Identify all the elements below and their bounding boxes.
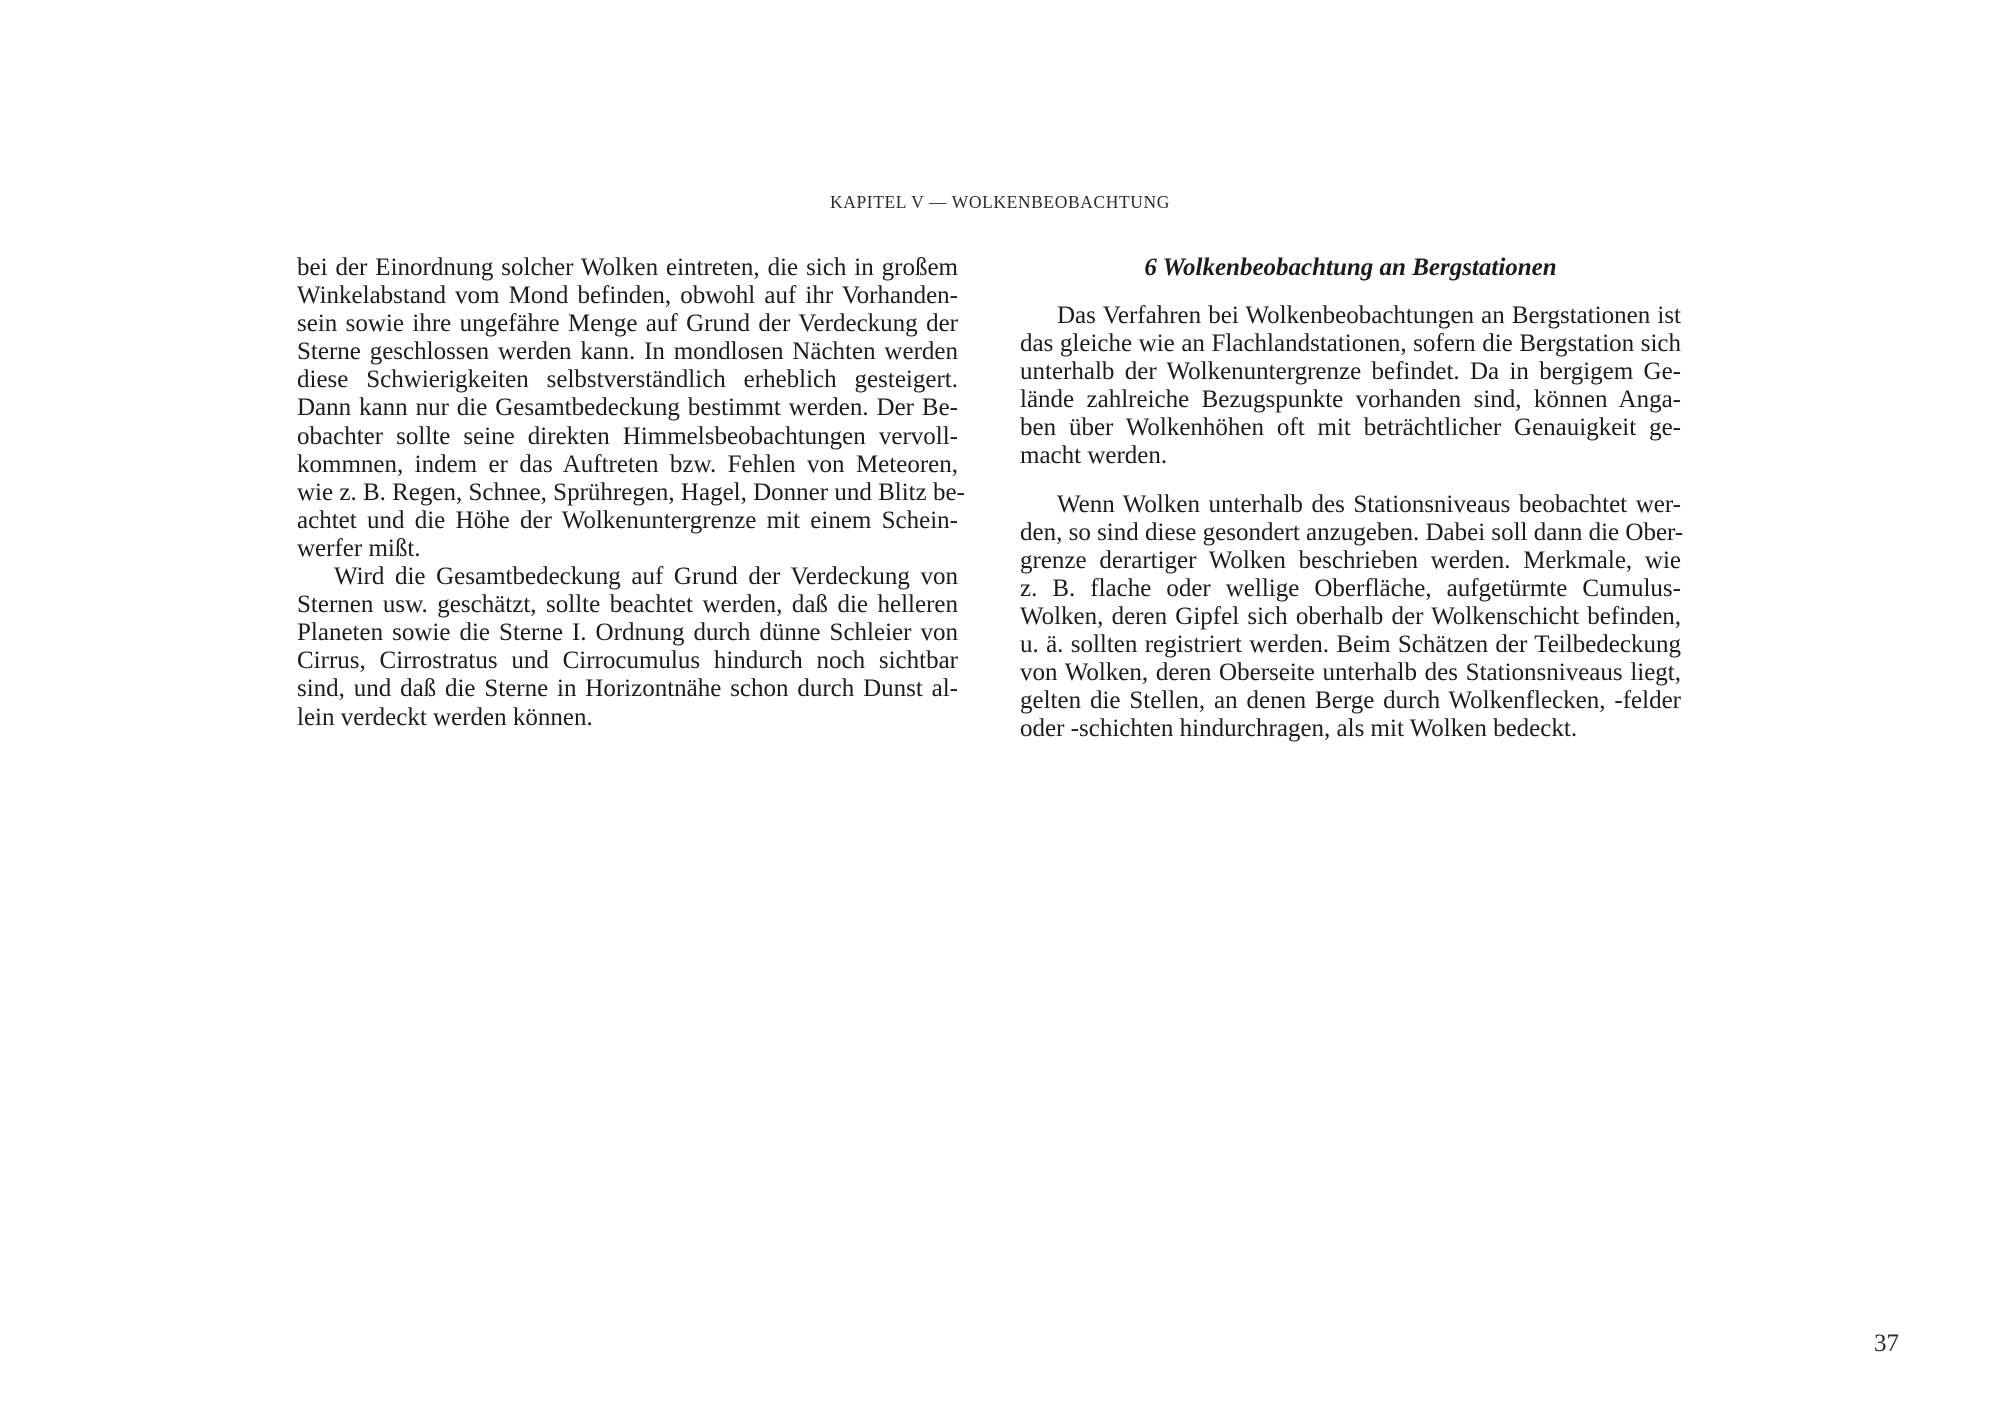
text-line: u. ä. sollten registriert werden. Beim Schätzen der Teilbedeckung bbox=[1020, 631, 1681, 659]
text-line: diese Schwierigkeiten selbstverständlich erheblich gesteigert. bbox=[297, 366, 958, 394]
text-line: obachter sollte seine direkten Himmelsbeobachtungen vervoll- bbox=[297, 422, 958, 450]
text-line: gelten die Stellen, an denen Berge durch Wolkenflecken, -felder bbox=[1020, 687, 1681, 715]
text-line: Dann kann nur die Gesamtbedeckung bestimmt werden. Der Be- bbox=[297, 394, 958, 422]
left-paragraph-2 bbox=[297, 563, 958, 732]
text-line: wie z. B. Regen, Schnee, Sprühregen, Hagel, Donner und Blitz be- bbox=[297, 478, 965, 506]
text-line: Planeten sowie die Sterne I. Ordnung durch dünne Schleier von bbox=[297, 619, 958, 647]
text-line: macht werden. bbox=[1020, 442, 1168, 470]
text-line: den, so sind diese gesondert anzugeben. Dabei soll dann die Ober- bbox=[1020, 518, 1684, 546]
text-line: Das Verfahren bei Wolkenbeobachtungen an Bergstationen ist bbox=[1057, 302, 1681, 329]
text-line: Cirrus, Cirrostratus und Cirrocumulus hindurch noch sichtbar bbox=[297, 647, 958, 675]
right-paragraph-1 bbox=[1020, 302, 1681, 471]
text-line: lände zahlreiche Bezugspunkte vorhanden sind, können Anga- bbox=[1020, 386, 1681, 414]
text-line: Wolken, deren Gipfel sich oberhalb der Wolkenschicht befinden, bbox=[1020, 602, 1681, 630]
text-line: von Wolken, deren Oberseite unterhalb des Stationsniveaus liegt, bbox=[1020, 659, 1681, 687]
text-line: z. B. flache oder wellige Oberfläche, aufgetürmte Cumulus- bbox=[1020, 574, 1681, 602]
text-line: Sterne geschlossen werden kann. In mondlosen Nächten werden bbox=[297, 338, 958, 366]
paragraph-gap bbox=[1020, 471, 1681, 491]
text-line: sind, und daß die Sterne in Horizontnähe schon durch Dunst al- bbox=[297, 675, 958, 703]
text-line: unterhalb der Wolkenuntergrenze befindet. Da in bergigem Ge- bbox=[1020, 358, 1681, 386]
text-line: werfer mißt. bbox=[297, 534, 421, 562]
text-line: Wird die Gesamtbedeckung auf Grund der Verdeckung von bbox=[334, 563, 958, 591]
right-paragraph-2 bbox=[1020, 490, 1684, 744]
left-paragraph-1 bbox=[297, 254, 965, 563]
text-line: bei der Einordnung solcher Wolken eintreten, die sich in großem bbox=[297, 254, 958, 281]
right-column bbox=[1020, 254, 1684, 743]
text-line: achtet und die Höhe der Wolkenuntergrenze mit einem Schein- bbox=[297, 506, 958, 534]
text-line: grenze derartiger Wolken beschrieben werden. Merkmale, wie bbox=[1020, 546, 1681, 574]
running-header: KAPITEL V — WOLKENBEOBACHTUNG bbox=[829, 192, 1170, 212]
text-line: sein sowie ihre ungefähre Menge auf Grund der Verdeckung der bbox=[297, 310, 958, 338]
text-line: lein verdeckt werden können. bbox=[297, 703, 593, 731]
section-heading: 6 Wolkenbeobachtung an Bergstationen bbox=[1144, 254, 1557, 281]
text-line: oder -schichten hindurchragen, als mit Wolken bedeckt. bbox=[1020, 715, 1578, 743]
text-line: Wenn Wolken unterhalb des Stationsniveaus beobachtet wer- bbox=[1057, 490, 1681, 518]
text-line: Winkelabstand vom Mond befinden, obwohl auf ihr Vorhanden- bbox=[297, 282, 958, 310]
text-line: das gleiche wie an Flachlandstationen, sofern die Bergstation sich bbox=[1020, 330, 1681, 358]
left-column bbox=[297, 254, 965, 732]
text-line: Sternen usw. geschätzt, sollte beachtet werden, daß die helleren bbox=[297, 591, 958, 619]
text-line: kommnen, indem er das Auftreten bzw. Fehlen von Meteoren, bbox=[297, 450, 958, 478]
page-number: 37 bbox=[1874, 1330, 1899, 1357]
text-line: ben über Wolkenhöhen oft mit beträchtlicher Genauigkeit ge- bbox=[1020, 414, 1681, 442]
